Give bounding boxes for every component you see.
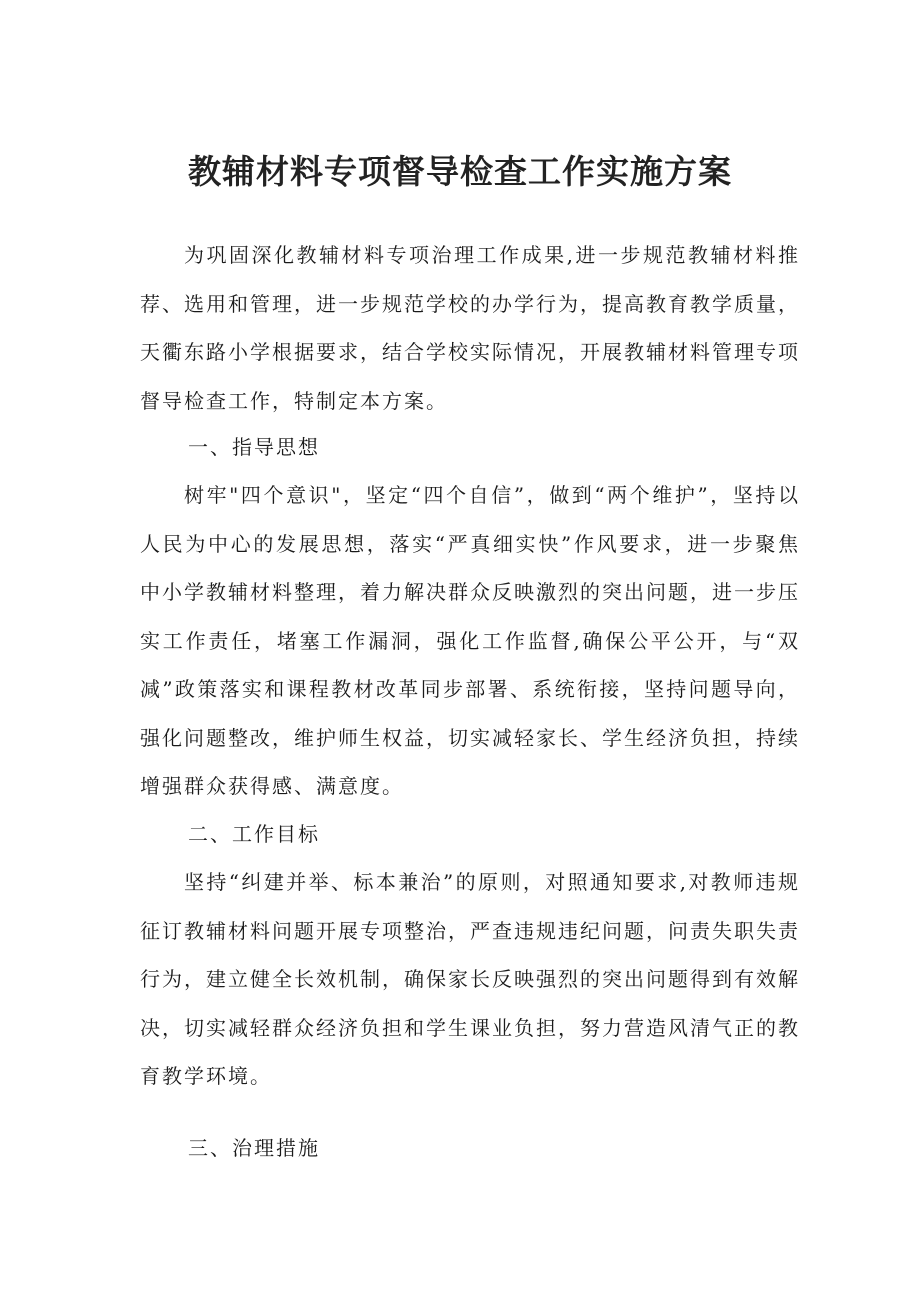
work-goals-paragraph: 坚持“纠建并举、标本兼治”的原则，对照通知要求,对教师违规征订教辅材料问题开展专项整治，严查违规违纪问题，问责失职失责行为，建立健全长效机制，确保家长反映强烈的突出问题得到有效解决，切实减轻群众经济负担和学生课业负担，努力营造风清气正的教育教学环境。 — [140, 870, 800, 1088]
document-title: 教辅材料专项督导检查工作实施方案 — [188, 152, 732, 192]
intro-paragraph: 为巩固深化教辅材料专项治理工作成果,进一步规范教辅材料推荐、选用和管理，进一步规范学校的办学行为，提高教育教学质量，天衢东路小学根据要求，结合学校实际情况，开展教辅材料管理专项督导检查工作，特制定本方案。 — [140, 243, 800, 413]
guiding-ideology-paragraph: 树牢"四个意识"，坚定“四个自信”，做到“两个维护”，坚持以人民为中心的发展思想，落实“严真细实快”作风要求，进一步聚焦中小学教辅材料整理，着力解决群众反映激烈的突出问题，进一步压实工作责任，堵塞工作漏洞，强化工作监督,确保公平公开，与“双减”政策落实和课程教材改革同步部署、系统衔接，坚持问题导向，强化问题整改，维护师生权益，切实减轻家长、学生经济负担，持续增强群众获得感、满意度。 — [140, 483, 800, 798]
section-heading-work-goals: 二、工作目标 — [188, 822, 320, 846]
section-heading-guiding-ideology: 一、指导思想 — [188, 435, 320, 459]
section-heading-governance-measures: 三、治理措施 — [188, 1136, 320, 1160]
